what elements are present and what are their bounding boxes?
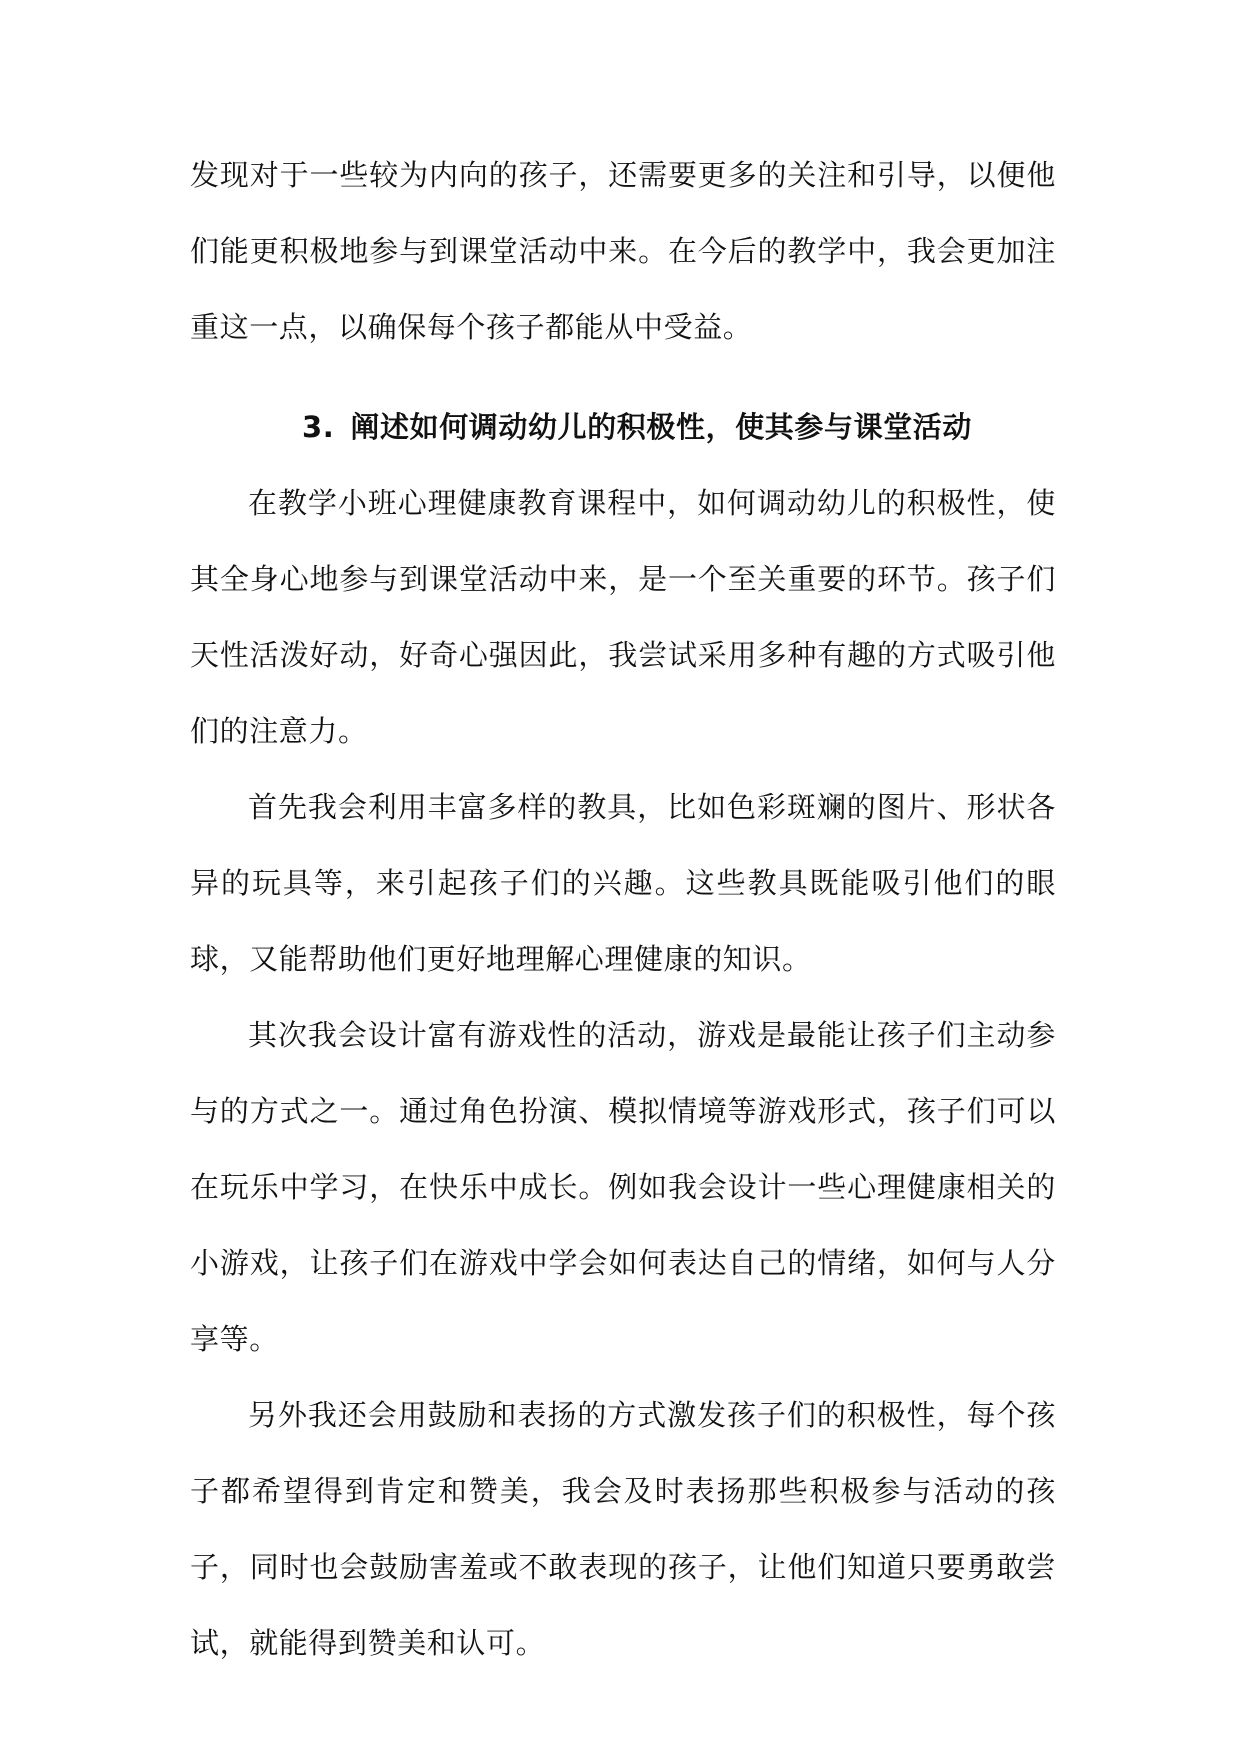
body-paragraph-3: 其次我会设计富有游戏性的活动，游戏是最能让孩子们主动参与的方式之一。通过角色扮演、模拟情境等游戏形式，孩子们可以在玩乐中学习，在快乐中成长。例如我会设计一些心理健康相关的小游戏，让孩子们在游戏中学会如何表达自己的情绪，如何与人分享等。	[190, 1018, 1056, 1356]
text-column	[190, 137, 1056, 1681]
body-paragraph-2: 首先我会利用丰富多样的教具，比如色彩斑斓的图片、形状各异的玩具等，来引起孩子们的兴趣。这些教具既能吸引他们的眼球，又能帮助他们更好地理解心理健康的知识。	[190, 790, 1056, 976]
body-paragraph-1: 在教学小班心理健康教育课程中，如何调动幼儿的积极性，使其全身心地参与到课堂活动中来，是一个至关重要的环节。孩子们天性活泼好动，好奇心强因此，我尝试采用多种有趣的方式吸引他们的注意力。	[190, 486, 1056, 748]
continued-paragraph: 发现对于一些较为内向的孩子，还需要更多的关注和引导，以便他们能更积极地参与到课堂活动中来。在今后的教学中，我会更加注重这一点，以确保每个孩子都能从中受益。	[190, 158, 1056, 344]
body-paragraph-4: 另外我还会用鼓励和表扬的方式激发孩子们的积极性，每个孩子都希望得到肯定和赞美，我会及时表扬那些积极参与活动的孩子，同时也会鼓励害羞或不敢表现的孩子，让他们知道只要勇敢尝试，就能得到赞美和认可。	[190, 1398, 1056, 1660]
section-title: 阐述如何调动幼儿的积极性，使其参与课堂活动	[350, 410, 973, 444]
section-heading	[190, 389, 1056, 465]
section-number: 3.	[302, 410, 335, 444]
